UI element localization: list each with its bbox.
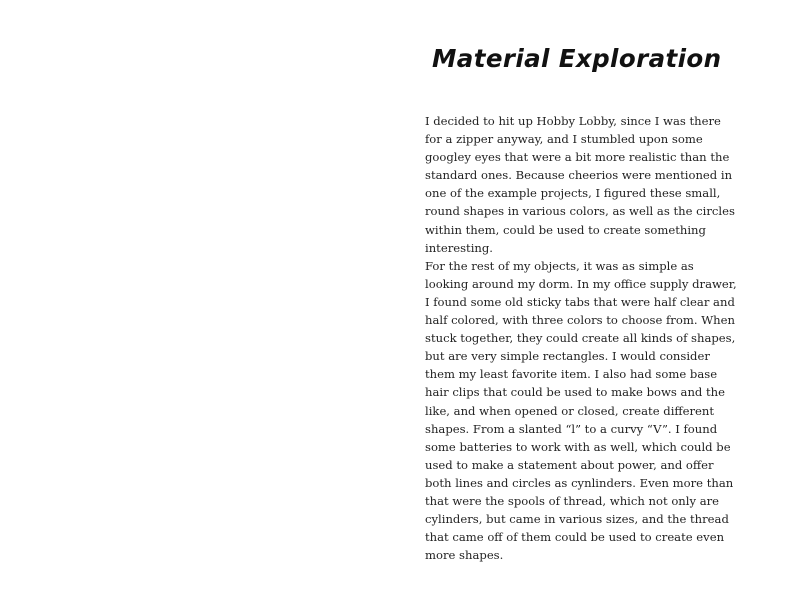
text-line: hair clips that could be used to make bows and the bbox=[425, 385, 726, 400]
text-line: used to make a statement about power, and offer bbox=[425, 457, 714, 472]
text-line: half colored, with three colors to choose from. When bbox=[425, 313, 735, 328]
text-line: that came off of them could be used to create even bbox=[425, 530, 725, 545]
text-line: one of the example projects, I figured these small, bbox=[425, 186, 721, 201]
text-line: For the rest of my objects, it was as simple as bbox=[425, 258, 694, 273]
text-line: looking around my dorm. In my office supply drawer, bbox=[425, 276, 737, 291]
text-line: some batteries to work with as well, which could be bbox=[425, 439, 731, 454]
text-line: them my least favorite item. I also had some base bbox=[425, 367, 718, 382]
text-line: more shapes. bbox=[425, 548, 504, 563]
text-line: shapes. From a slanted “l” to a curvy “V”. I found bbox=[425, 421, 718, 436]
text-line: interesting. bbox=[425, 240, 493, 255]
body-text bbox=[425, 112, 737, 564]
text-line: standard ones. Because cheerios were mentioned in bbox=[425, 168, 733, 183]
text-line: round shapes in various colors, as well as the circles bbox=[425, 204, 735, 219]
text-line: within them, could be used to create something bbox=[425, 222, 706, 237]
text-line: I decided to hit up Hobby Lobby, since I was there bbox=[425, 114, 721, 128]
text-line: stuck together, they could create all kinds of shapes, bbox=[425, 331, 736, 346]
text-line: googley eyes that were a bit more realistic than the bbox=[425, 150, 730, 165]
text-line: for a zipper anyway, and I stumbled upon some bbox=[425, 132, 703, 147]
text-line: cylinders, but came in various sizes, and the thread bbox=[425, 512, 729, 527]
text-line: I found some old sticky tabs that were half clear and bbox=[425, 294, 735, 309]
text-line: like, and when opened or closed, create different bbox=[425, 403, 715, 418]
text-line: that were the spools of thread, which not only are bbox=[425, 493, 720, 508]
text-line: but are very simple rectangles. I would consider bbox=[425, 349, 710, 364]
page-title: Material Exploration bbox=[432, 44, 722, 73]
text-line: both lines and circles as cynlinders. Even more than bbox=[425, 475, 734, 490]
